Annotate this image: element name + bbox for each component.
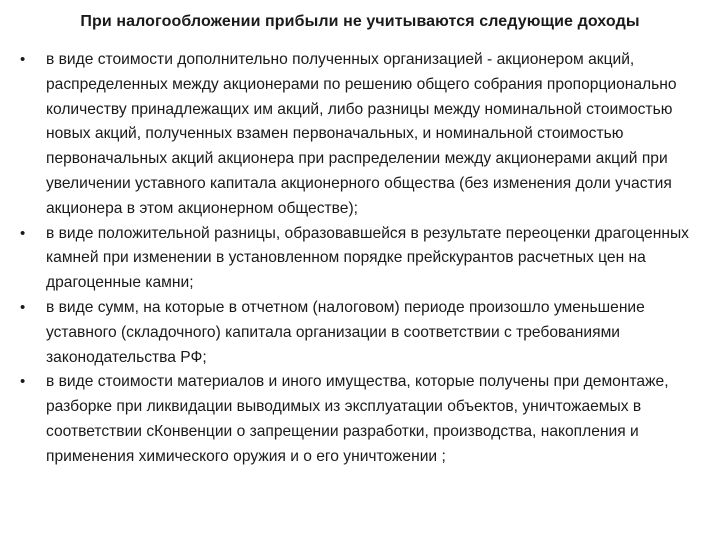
- bullet-icon: •: [20, 298, 26, 316]
- bullet-icon: •: [20, 51, 26, 68]
- bullet-icon: •: [20, 373, 26, 391]
- list-item: [0, 370, 720, 469]
- list-item-text: в виде положительной разницы, образовавшейся в результате переоценки драгоценных камней при изменении в установленном порядке прейскурантов расчетных цен на драгоценные камни;: [46, 224, 689, 292]
- income-exclusions-list: [0, 48, 720, 470]
- list-item-text: в виде сумм, на которые в отчетном (налоговом) периоде произошло уменьшение уставного (складочного) капитала организации в соответствии с требованиями законодательства РФ;: [46, 298, 645, 366]
- slide-title: При налогообложении прибыли не учитываются следующие доходы: [80, 13, 640, 30]
- bullet-icon: •: [20, 224, 26, 242]
- list-item: [0, 48, 720, 222]
- list-item-text: в виде стоимости дополнительно полученных организацией - акционером акций, распределенных между акционерами по решению общего собрания пропорционально количеству принадлежащих им акций, либо разницы между номинальной стоимостью новых акций, полученных взамен первоначальных, и номинальной стоимостью первоначальных акций акционера при распределении между акционерами акций при увеличении уставного капитала акционерного общества (без изменения доли участия акционера в этом акционерном обществе);: [46, 51, 677, 217]
- list-item-text: в виде стоимости материалов и иного имущества, которые получены при демонтаже, разборке при ликвидации выводимых из эксплуатации объектов, уничтожаемых в соответствии сКонвенции о запрещении разработки, производства, накопления и применения химического оружия и о его уничтожении ;: [46, 373, 669, 465]
- list-item: [0, 296, 720, 370]
- list-item: [0, 222, 720, 296]
